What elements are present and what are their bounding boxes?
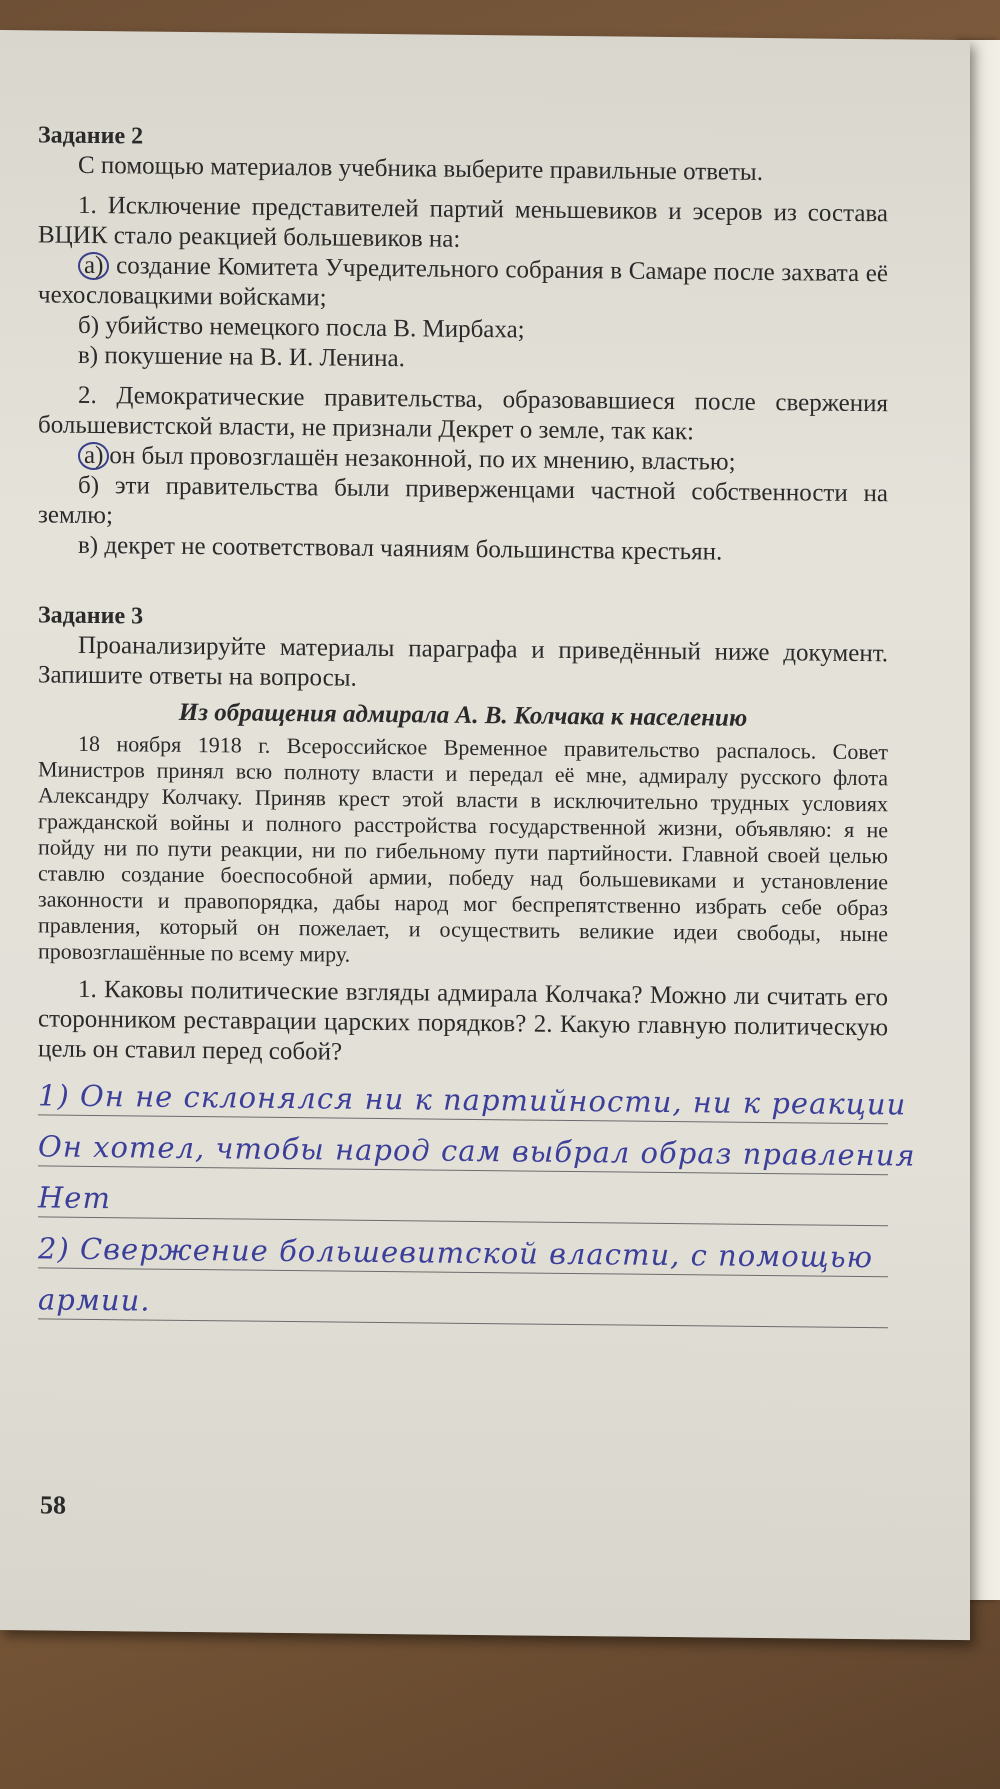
answer-circle-mark: а) (78, 252, 109, 280)
task2-q1-option-b: б) убийство немецкого посла В. Мирбаха; (78, 311, 525, 344)
task2-intro: С помощью материалов учебника выберите правильные ответы. (78, 151, 763, 186)
task3-intro: Проанализируйте материалы параграфа и приведённый ниже документ. Запишите ответы на вопросы. (38, 631, 888, 692)
task3-heading: Задание 3 (38, 602, 144, 630)
task3-questions: 1. Каковы политические взгляды адмирала Колчака? Можно ли считать его сторонником реставрации царских порядков? 2. Какую главную политическую цель он ставил перед собой? (38, 975, 888, 1066)
page-number: 58 (40, 1490, 66, 1520)
handwritten-answer: 2) Свержение большевитской власти, с помощью (38, 1231, 874, 1275)
answer-line-1[interactable] (38, 1070, 907, 1124)
task2-q1-option-a-text: создание Комитета Учредительного собрания в Самаре после захвата её чехословацкими войсками; (38, 252, 888, 312)
handwritten-answer: Он хотел, чтобы народ сам выбрал образ правления (38, 1129, 916, 1173)
handwritten-answer: армии. (38, 1282, 151, 1318)
page-content (38, 120, 916, 1328)
answer-circle-mark: а) (78, 442, 109, 470)
handwritten-answer: 1) Он не склонялся ни к партийности, ни к реакции (38, 1078, 907, 1122)
document-title: Из обращения адмирала А. В. Колчака к населению (178, 698, 748, 732)
task2-q2-option-b: б) эти правительства были приверженцами частной собственности на землю; (38, 471, 888, 530)
workbook-page (0, 30, 970, 1640)
task2-q2-option-a-text: он был провозглашён незаконной, по их мнению, властью; (109, 442, 736, 476)
answer-line-3[interactable] (38, 1172, 888, 1226)
task2-q1-option-c: в) покушение на В. И. Ленина. (78, 341, 405, 373)
task2-q1-option-a (38, 250, 888, 319)
answer-line-5[interactable] (38, 1274, 888, 1328)
task2-q2-text: 2. Демократические правительства, образовавшиеся после свержения большевистской власти, не признали Декрет о земле, так как: (38, 381, 888, 446)
task2-q1-text: 1. Исключение представителей партий меньшевиков и эсеров из состава ВЦИК стало реакцией большевиков на: (38, 191, 888, 253)
handwritten-answer: Нет (38, 1180, 111, 1216)
task2-q2-option-c: в) декрет не соответствовал чаяниям большинства крестьян. (78, 531, 723, 566)
answer-line-2[interactable] (38, 1121, 916, 1175)
document-text: 18 ноября 1918 г. Всероссийское Временное правительство распалось. Совет Министров принял всю полноту власти и передал её мне, адмиралу русского флота Александру Колчаку. Приняв крест этой власти в исключительно трудных условиях гражданской войны и полного расстройства государственной жизни, объявляю: я не пойду ни по пути реакции, ни по гибельному пути партийности. Главной своей целью ставлю создание боеспособной армии, победу над большевиками и установление законности и правопорядка, дабы народ мог беспрепятственно избрать себе образ правления, который он пожелает, и осуществить великие идеи свободы, ныне провозглашённые по всему миру. (38, 730, 888, 967)
answer-line-4[interactable] (38, 1223, 888, 1277)
task2-heading: Задание 2 (38, 122, 144, 150)
